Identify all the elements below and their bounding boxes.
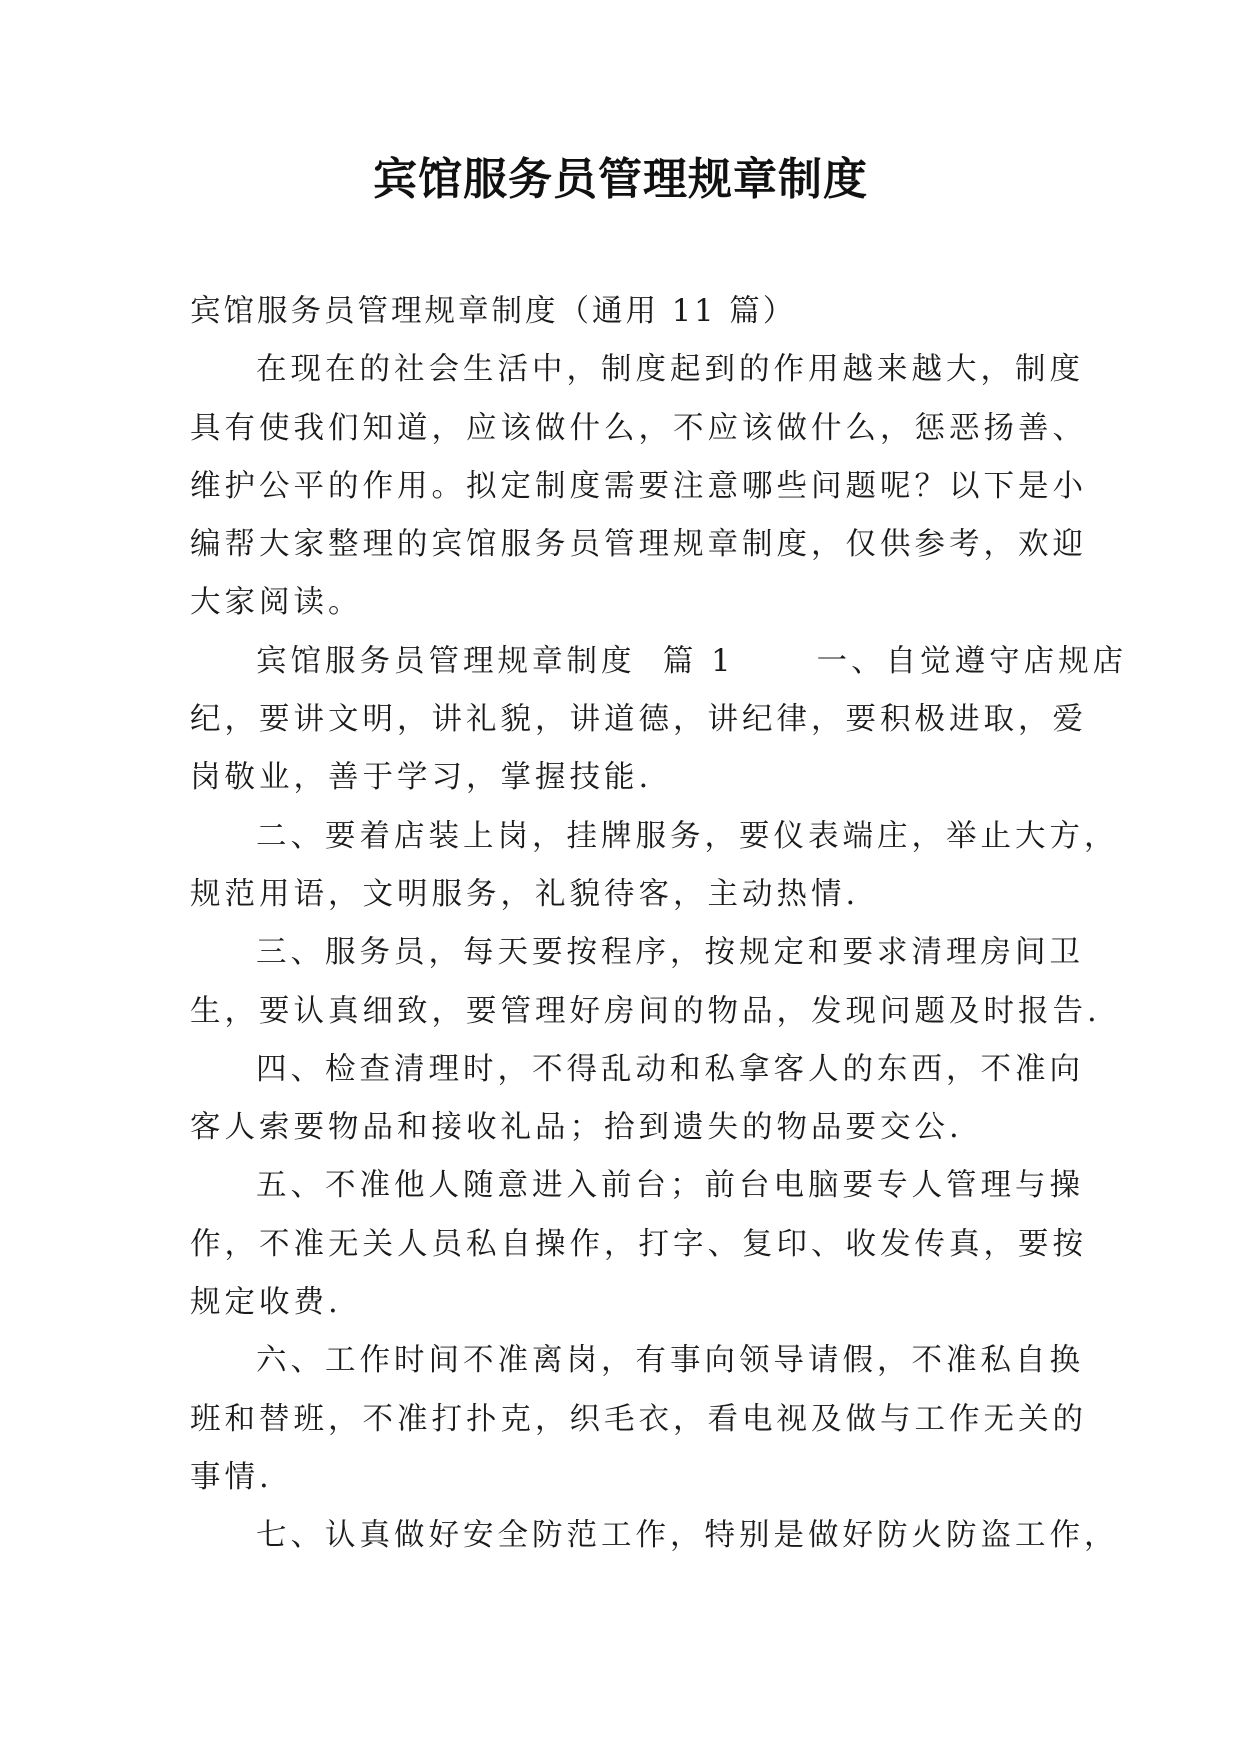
paragraph-line: 大家阅读。	[190, 585, 363, 621]
paragraph-line: 具有使我们知道，应该做什么，不应该做什么，惩恶扬善、	[190, 410, 1087, 446]
paragraph-line: 宾馆服务员管理规章制度 篇 1 一、自觉遵守店规店	[256, 643, 1128, 679]
paragraph-line: 岗敬业，善于学习，掌握技能.	[190, 760, 653, 796]
paragraph-line: 班和替班，不准打扑克，织毛衣，看电视及做与工作无关的	[190, 1401, 1087, 1437]
paragraph-line: 事情.	[190, 1459, 273, 1495]
paragraph-line: 七、认真做好安全防范工作，特别是做好防火防盗工作，	[256, 1518, 1119, 1554]
document-title: 宾馆服务员管理规章制度	[373, 154, 868, 205]
paragraph-line: 客人索要物品和接收礼品；拾到遗失的物品要交公.	[190, 1110, 963, 1146]
paragraph-line: 二、要着店装上岗，挂牌服务，要仪表端庄，举止大方，	[256, 818, 1119, 854]
paragraph-line: 四、检查清理时，不得乱动和私拿客人的东西，不准向	[256, 1051, 1084, 1087]
document-subtitle: 宾馆服务员管理规章制度（通用 11 篇）	[190, 294, 797, 329]
document-body	[190, 283, 1128, 1566]
paragraph-line: 五、不准他人随意进入前台；前台电脑要专人管理与操	[256, 1168, 1084, 1204]
paragraph-line: 维护公平的作用。拟定制度需要注意哪些问题呢？以下是小	[190, 468, 1087, 504]
paragraph-line: 生，要认真细致，要管理好房间的物品，发现问题及时报告.	[190, 993, 1101, 1029]
paragraph-line: 六、工作时间不准离岗，有事向领导请假，不准私自换	[256, 1343, 1084, 1379]
paragraph-line: 作，不准无关人员私自操作，打字、复印、收发传真，要按	[190, 1226, 1087, 1262]
paragraph-line: 规范用语，文明服务，礼貌待客，主动热情.	[190, 876, 860, 912]
paragraph-line: 规定收费.	[190, 1285, 342, 1321]
paragraph-line: 在现在的社会生活中，制度起到的作用越来越大，制度	[256, 352, 1084, 388]
paragraph-line: 纪，要讲文明，讲礼貌，讲道德，讲纪律，要积极进取，爱	[190, 702, 1087, 738]
paragraph-line: 编帮大家整理的宾馆服务员管理规章制度，仅供参考，欢迎	[190, 527, 1087, 563]
paragraph-line: 三、服务员，每天要按程序，按规定和要求清理房间卫	[256, 935, 1084, 971]
